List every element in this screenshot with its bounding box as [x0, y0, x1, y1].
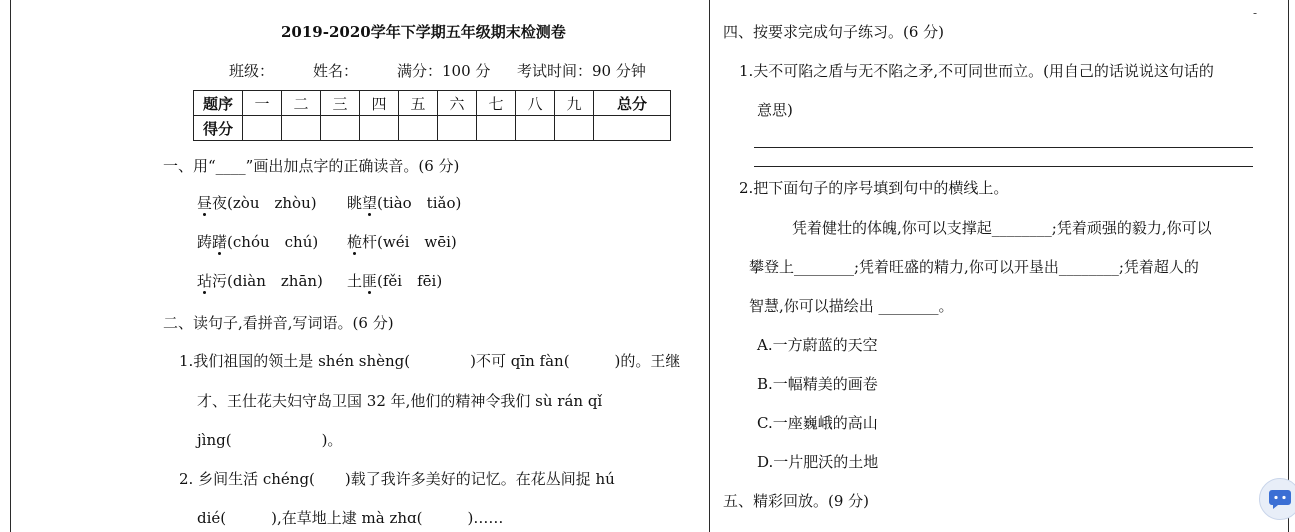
info-name: 姓名：: [313, 62, 359, 80]
score-col-4: 四: [360, 91, 399, 116]
q1-item-3: [197, 232, 318, 252]
q1-item-4-dotted-char: 桅: [347, 233, 363, 251]
q1-item-1: [197, 193, 317, 213]
score-col-1: 一: [243, 91, 282, 116]
exam-page-right: [709, 0, 1289, 532]
scroll-indicator: -: [1252, 6, 1257, 20]
score-cell[interactable]: [360, 116, 399, 141]
q1-item-4-char: 杆: [362, 233, 378, 251]
score-table: [193, 90, 671, 141]
q1-item-6-char: 土: [347, 272, 363, 290]
score-table-head-order: 题序: [194, 91, 243, 116]
q4-1-line-2: 意思): [757, 101, 793, 119]
q1-title: 一、用“____”画出加点字的正确读音。(6 分): [163, 157, 460, 175]
score-cell[interactable]: [477, 116, 516, 141]
score-col-3: 三: [321, 91, 360, 116]
score-col-7: 七: [477, 91, 516, 116]
score-table-head-score: 得分: [194, 116, 243, 141]
score-cell[interactable]: [555, 116, 594, 141]
score-cell[interactable]: [399, 116, 438, 141]
q1-item-3-pinyin: (chóu chú): [227, 233, 319, 251]
score-cell-total[interactable]: [594, 116, 671, 141]
q4-2-title: 2.把下面句子的序号填到句中的横线上。: [739, 179, 1009, 197]
q1-item-1-pinyin: (zòu zhòu): [227, 194, 317, 212]
q2-line-5: dié( ),在草地上逮 mà zhɑ( )……: [197, 509, 504, 527]
q1-item-2-pinyin: (tiào tiǎo): [377, 194, 462, 212]
q4-2-para-line-1: 凭着健壮的体魄,你可以支撑起________;凭着顽强的毅力,你可以: [792, 219, 1212, 237]
score-cell[interactable]: [243, 116, 282, 141]
score-cell[interactable]: [438, 116, 477, 141]
q4-2-para-line-2: 攀登上________;凭着旺盛的精力,你可以开垦出________;凭着超人的: [749, 258, 1199, 276]
score-col-5: 五: [399, 91, 438, 116]
option-c: C.一座巍峨的高山: [757, 414, 878, 432]
q2-title: 二、读句子,看拼音,写词语。(6 分): [163, 314, 394, 332]
q2-line-4: 2. 乡间生活 chéng( )载了我许多美好的记忆。在花丛间捉 hú: [179, 470, 615, 488]
q1-item-6-pinyin: (fěi fēi): [377, 272, 443, 290]
info-full-marks: 满分：100 分: [397, 62, 491, 80]
score-col-6: 六: [438, 91, 477, 116]
q1-item-1-dotted-char: 昼: [197, 194, 213, 212]
q1-item-5-dotted-char: 玷: [197, 272, 213, 290]
score-col-total: 总分: [594, 91, 671, 116]
q1-item-2: [347, 193, 461, 213]
score-cell[interactable]: [282, 116, 321, 141]
score-col-8: 八: [516, 91, 555, 116]
score-table-row-order: [194, 91, 671, 116]
q4-1-line-1: 1.夫不可陷之盾与无不陷之矛,不可同世而立。(用自己的话说说这句话的: [739, 62, 1214, 80]
q1-item-5-pinyin: (diàn zhān): [227, 272, 323, 290]
chat-bubble-icon: [1268, 488, 1292, 510]
q1-item-2-dotted-char: 望: [362, 194, 378, 212]
chat-assistant-button[interactable]: [1259, 478, 1295, 520]
q1-item-3-dotted-char: 躇: [212, 233, 228, 251]
score-cell[interactable]: [516, 116, 555, 141]
q2-line-1: 1.我们祖国的领土是 shén shèng( )不可 qīn fàn( )的。王继: [179, 352, 681, 370]
q1-item-4: [347, 232, 457, 252]
answer-line-2[interactable]: [754, 166, 1253, 167]
q2-line-3: jìng( )。: [197, 431, 343, 449]
score-col-9: 九: [555, 91, 594, 116]
q2-line-2: 才、王仕花夫妇守岛卫国 32 年,他们的精神令我们 sù rán qǐ: [197, 392, 603, 410]
answer-line-1[interactable]: [754, 147, 1253, 148]
exam-title: 2019-2020学年下学期五年级期末检测卷: [281, 23, 566, 41]
score-table-row-score: [194, 116, 671, 141]
q1-item-1-char: 夜: [212, 194, 228, 212]
q4-2-para-line-3: 智慧,你可以描绘出 ________。: [749, 297, 954, 315]
q4-title: 四、按要求完成句子练习。(6 分): [723, 23, 945, 41]
q1-item-2-char: 眺: [347, 194, 363, 212]
q1-item-3-char: 踌: [197, 233, 213, 251]
q1-item-6-dotted-char: 匪: [362, 272, 378, 290]
exam-page-left: [10, 0, 710, 532]
q1-item-5-char: 污: [212, 272, 228, 290]
score-cell[interactable]: [321, 116, 360, 141]
info-time: 考试时间：90 分钟: [517, 62, 646, 80]
q1-item-6: [347, 271, 442, 291]
page-gutter: [700, 0, 708, 532]
option-d: D.一片肥沃的土地: [757, 453, 879, 471]
info-class: 班级：: [229, 62, 275, 80]
option-a: A.一方蔚蓝的天空: [757, 336, 878, 354]
q1-item-5: [197, 271, 323, 291]
q5-title: 五、精彩回放。(9 分): [723, 492, 870, 510]
score-col-2: 二: [282, 91, 321, 116]
q1-item-4-pinyin: (wéi wēi): [377, 233, 457, 251]
option-b: B.一幅精美的画卷: [757, 375, 878, 393]
